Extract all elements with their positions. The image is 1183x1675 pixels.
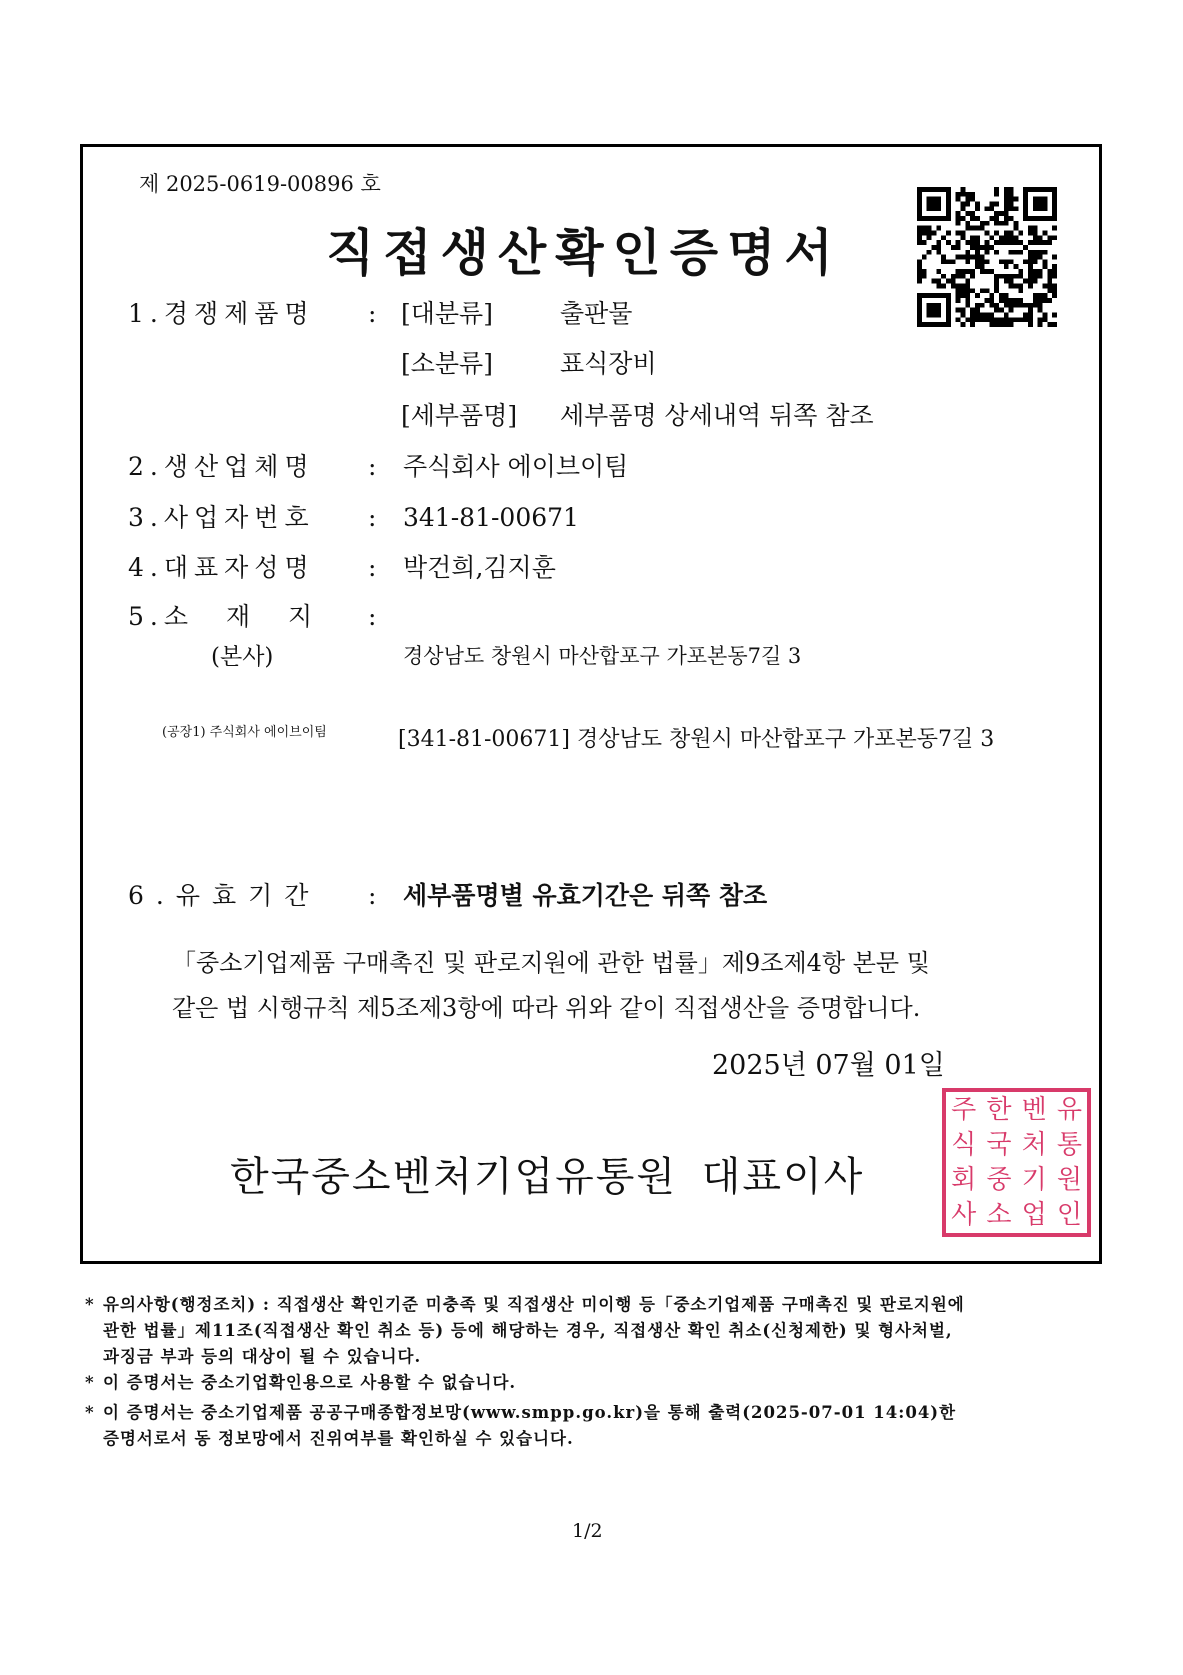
- representative-name: 박건희,김지훈: [403, 553, 556, 582]
- seal-character: 업: [1021, 1200, 1047, 1231]
- company-name: 주식회사 에이브이팀: [403, 452, 629, 481]
- seal-character: 인: [1056, 1200, 1082, 1231]
- seal-character: 식: [951, 1129, 977, 1160]
- colon: :: [368, 602, 377, 631]
- field-label-location: 5.소 재 지: [128, 602, 319, 631]
- seal-character: 소: [986, 1200, 1012, 1231]
- seal-character: 사: [951, 1200, 977, 1231]
- issuer-name: 한국중소벤처기업유통원 대표이사: [230, 1154, 865, 1200]
- qr-code-icon: [917, 187, 1057, 327]
- factory-label: (공장1) 주식회사 에이브이팀: [162, 725, 327, 740]
- colon: :: [368, 503, 377, 532]
- seal-character: 통: [1056, 1129, 1082, 1160]
- note-bullet: *: [85, 1403, 95, 1422]
- business-number: 341-81-00671: [403, 503, 579, 532]
- field-label-validity: 6.유효기간: [128, 881, 321, 910]
- note-line: 증명서로서 동 정보망에서 진위여부를 확인하실 수 있습니다.: [103, 1429, 574, 1448]
- note-line: 이 증명서는 중소기업제품 공공구매종합정보망(www.smpp.go.kr)을 통해 출력(2025-07-01 14:04)한: [103, 1403, 957, 1422]
- statement-line-2: 같은 법 시행규칙 제5조제3항에 따라 위와 같이 직접생산을 증명합니다.: [172, 994, 921, 1022]
- seal-character: 한: [986, 1094, 1012, 1125]
- note-bullet: *: [85, 1295, 95, 1314]
- seal-character: 중: [986, 1165, 1012, 1196]
- seal-character: 주: [951, 1094, 977, 1125]
- note-line: 과징금 부과 등의 대상이 될 수 있습니다.: [103, 1347, 422, 1366]
- colon: :: [368, 553, 377, 582]
- major-category-value: 출판물: [560, 299, 633, 328]
- note-bullet: *: [85, 1373, 95, 1392]
- statement-line-1: 「중소기업제품 구매촉진 및 판로지원에 관한 법률」제9조제4항 본문 및: [172, 949, 930, 977]
- note-line: 이 증명서는 중소기업확인용으로 사용할 수 없습니다.: [103, 1373, 517, 1392]
- colon: :: [368, 881, 377, 910]
- seal-character: 국: [986, 1129, 1012, 1160]
- detail-item-value: 세부품명 상세내역 뒤쪽 참조: [560, 401, 874, 430]
- validity-value: 세부품명별 유효기간은 뒤쪽 참조: [403, 881, 768, 910]
- seal-character: 회: [951, 1165, 977, 1196]
- factory-address: [341-81-00671] 경상남도 창원시 마산합포구 가포본동7길 3: [398, 727, 995, 752]
- seal-character: 벤: [1021, 1094, 1047, 1125]
- colon: :: [368, 299, 377, 328]
- seal-character: 처: [1021, 1129, 1047, 1160]
- field-label-representative: 4.대표자성명: [128, 553, 315, 582]
- page-number: 1/2: [572, 1520, 603, 1542]
- major-category-key: [대분류]: [401, 299, 493, 328]
- hq-address: 경상남도 창원시 마산합포구 가포본동7길 3: [403, 644, 802, 668]
- minor-category-value: 표식장비: [560, 349, 657, 378]
- official-seal-stamp: [942, 1088, 1091, 1237]
- seal-character: 기: [1021, 1165, 1047, 1196]
- minor-category-key: [소분류]: [401, 349, 493, 378]
- certificate-number: 제 2025-0619-00896 호: [139, 172, 381, 196]
- note-line: 관한 법률」제11조(직접생산 확인 취소 등) 등에 해당하는 경우, 직접생산 확인 취소(신청제한) 및 형사처벌,: [103, 1321, 953, 1340]
- seal-character: 원: [1056, 1165, 1082, 1196]
- seal-character: 유: [1056, 1094, 1082, 1125]
- field-label-product: 1.경쟁제품명: [128, 299, 315, 328]
- page-title: 직접생산확인증명서: [326, 223, 842, 282]
- issue-date: 2025년 07월 01일: [712, 1050, 945, 1081]
- note-line: 유의사항(행정조치) : 직접생산 확인기준 미충족 및 직접생산 미이행 등「중소기업제품 구매촉진 및 판로지원에: [103, 1295, 965, 1314]
- detail-item-key: [세부품명]: [401, 401, 518, 430]
- colon: :: [368, 452, 377, 481]
- hq-label: (본사): [211, 644, 274, 670]
- field-label-business-number: 3.사업자번호: [128, 503, 315, 532]
- field-label-company: 2.생산업체명: [128, 452, 315, 481]
